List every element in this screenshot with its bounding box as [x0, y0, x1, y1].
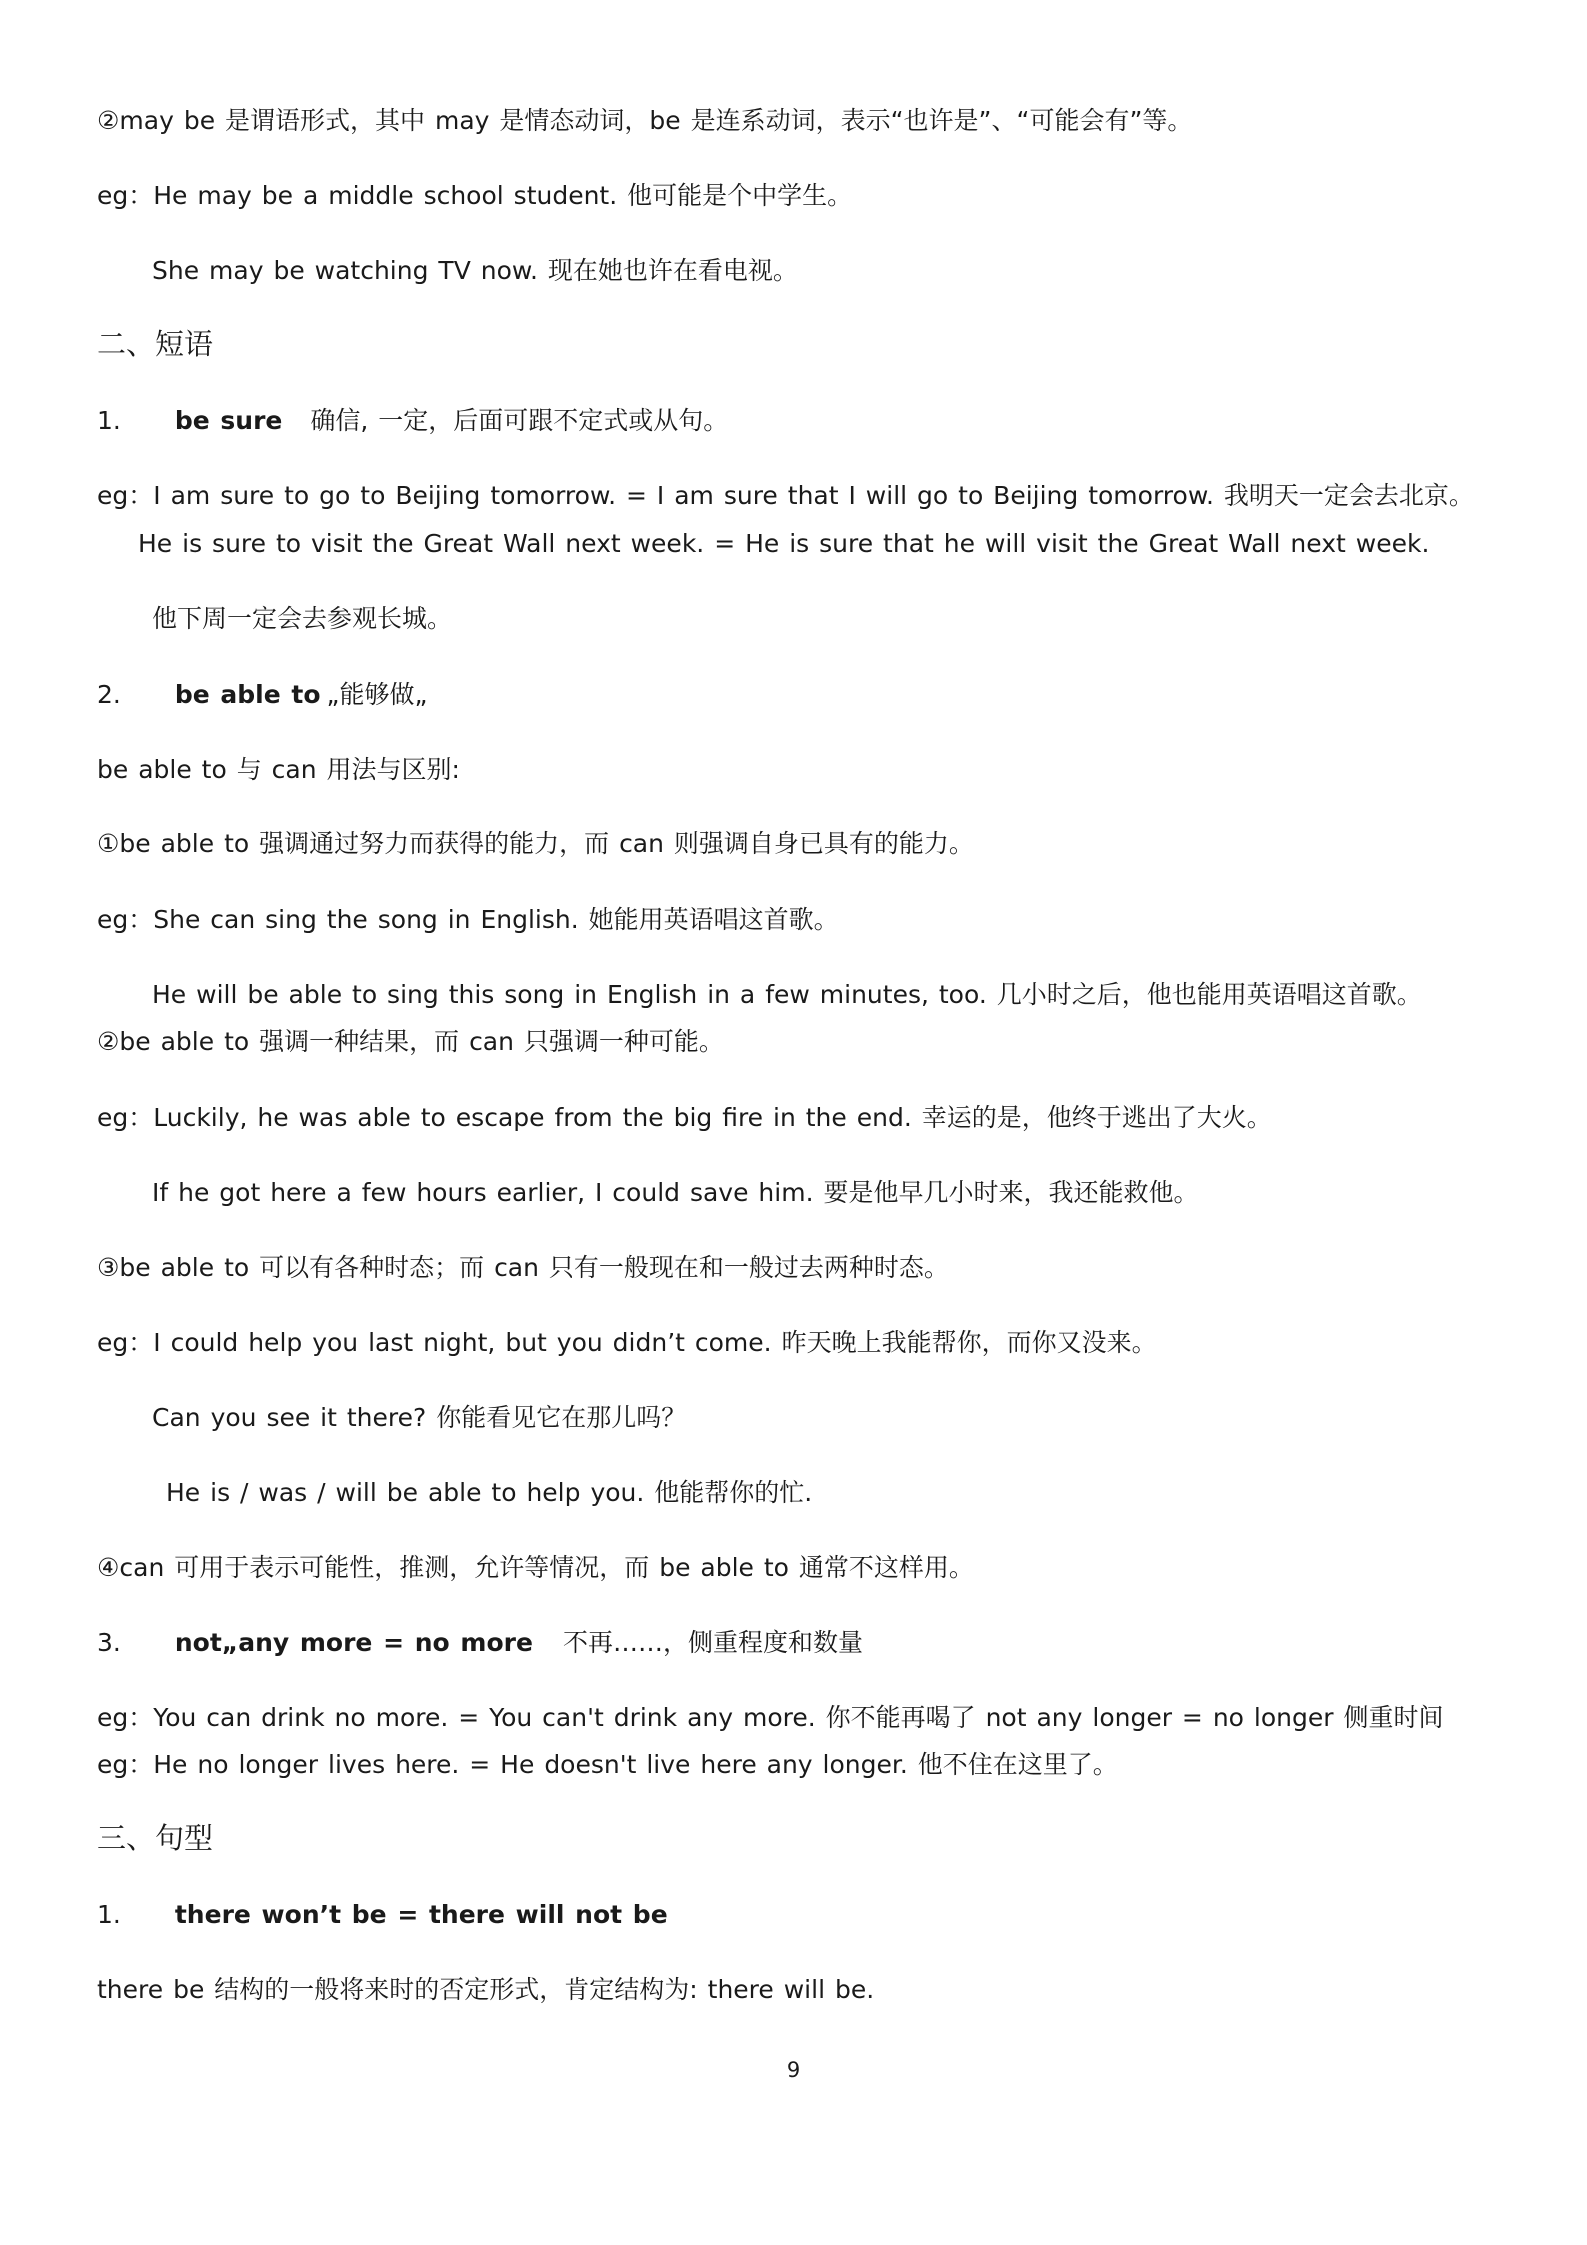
example-line: eg：You can drink no more. = You can't drink any more. 你不能再喝了 not any longer = no longer 侧重时间	[97, 1703, 1444, 1732]
example-line: eg：Luckily, he was able to escape from the big fire in the end. 幸运的是，他终于逃出了大火。	[97, 1103, 1272, 1132]
phrase-item-2	[97, 677, 427, 713]
text-line: be able to 与 can 用法与区别:	[97, 755, 460, 784]
example-line: He is / was / will be able to help you. 他能帮你的忙.	[166, 1478, 813, 1507]
example-line: eg：I am sure to go to Beijing tomorrow. = I am sure that I will go to Beijing tomorrow. 我明天一定会去北京。	[97, 481, 1474, 510]
text-line: ③be able to 可以有各种时态；而 can 只有一般现在和一般过去两种时态。	[97, 1253, 949, 1282]
example-line: He is sure to visit the Great Wall next week. = He is sure that he will visit the Great Wall next week.	[138, 529, 1430, 558]
section-heading-sentence-patterns: 三、句型	[97, 1821, 214, 1855]
text-line: ②may be 是谓语形式，其中 may 是情态动词，be 是连系动词，表示“也许是”、“可能会有”等。	[97, 106, 1193, 135]
example-line: eg：She can sing the song in English. 她能用英语唱这首歌。	[97, 905, 839, 934]
example-line: She may be watching TV now. 现在她也许在看电视。	[152, 256, 798, 285]
text-line: ①be able to 强调通过努力而获得的能力，而 can 则强调自身已具有的能力。	[97, 829, 974, 858]
section-heading-phrases: 二、短语	[97, 327, 214, 361]
pattern-term: there won’t be = there will not be	[174, 1900, 668, 1929]
phrase-description: „能够做„	[326, 680, 428, 709]
text-line: there be 结构的一般将来时的否定形式，肯定结构为: there will be.	[97, 1975, 875, 2004]
phrase-term: not„any more = no more	[174, 1628, 533, 1657]
page-number: 9	[786, 2058, 801, 2082]
text-line: ④can 可用于表示可能性，推测，允许等情况，而 be able to 通常不这样用。	[97, 1553, 974, 1582]
phrase-item-1	[97, 403, 728, 439]
phrase-term: be able to	[174, 680, 321, 709]
phrase-item-3	[97, 1625, 863, 1661]
example-line: He will be able to sing this song in English in a few minutes, too. 几小时之后，他也能用英语唱这首歌。	[152, 980, 1422, 1009]
example-line: eg：I could help you last night, but you didn’t come. 昨天晚上我能帮你，而你又没来。	[97, 1328, 1157, 1357]
item-number: 1.	[97, 406, 121, 435]
example-line: eg：He no longer lives here. = He doesn't live here any longer. 他不住在这里了。	[97, 1750, 1118, 1779]
item-number: 2.	[97, 680, 121, 709]
text-line: ②be able to 强调一种结果，而 can 只强调一种可能。	[97, 1027, 724, 1056]
example-line: Can you see it there? 你能看见它在那儿吗？	[152, 1403, 687, 1432]
example-line: eg：He may be a middle school student. 他可能是个中学生。	[97, 181, 853, 210]
item-number: 1.	[97, 1900, 121, 1929]
item-number: 3.	[97, 1628, 121, 1657]
phrase-description: 确信, 一定，后面可跟不定式或从句。	[310, 406, 729, 435]
phrase-description: 不再……，侧重程度和数量	[562, 1628, 863, 1657]
translation-line: 他下周一定会去参观长城。	[152, 604, 453, 633]
example-line: If he got here a few hours earlier, I could save him. 要是他早几小时来，我还能救他。	[152, 1178, 1199, 1207]
phrase-term: be sure	[174, 406, 283, 435]
sentence-pattern-item-1	[97, 1897, 668, 1933]
